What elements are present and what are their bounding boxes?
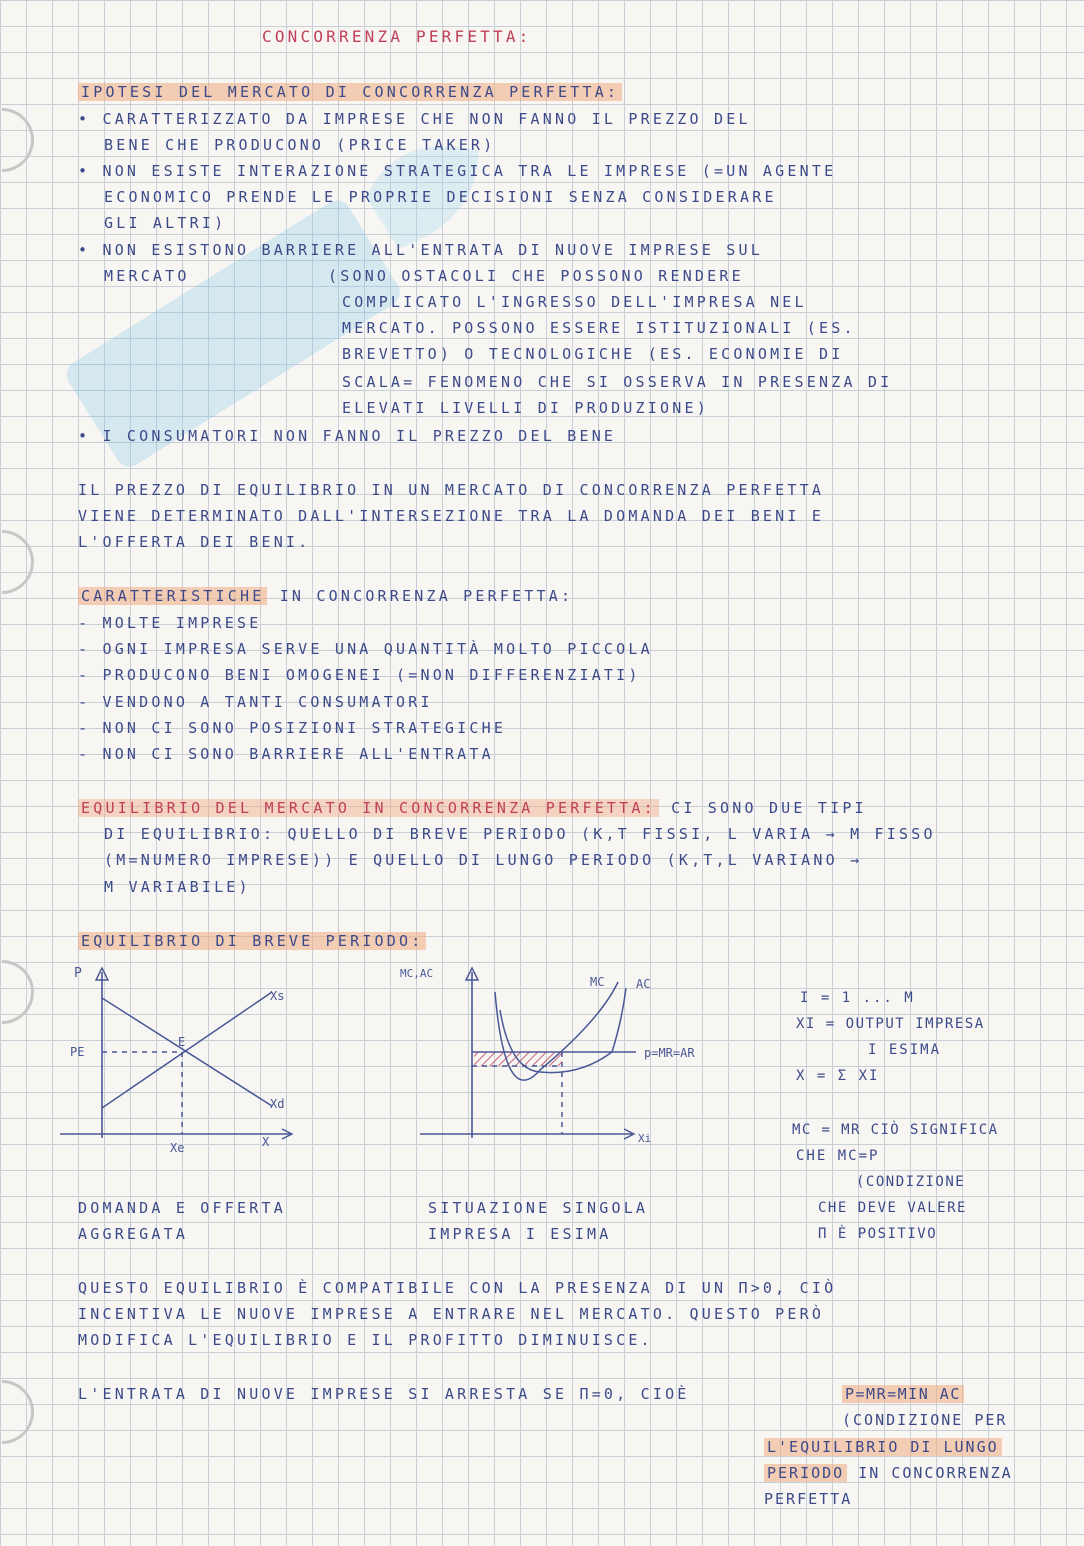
binder-hole [0,95,47,186]
text-line: (M=NUMERO IMPRESE)) E QUELLO DI LUNGO PERIODO (K,T,L VARIANO → [104,851,863,869]
binder-hole [0,947,47,1038]
binder-hole [0,1367,47,1458]
equilibrium-point-label: E [178,1035,186,1049]
side-note: (CONDIZIONE [856,1174,966,1190]
side-note: CHE MC=P [796,1148,880,1164]
text-line: BREVETTO) O TECNOLOGICHE (ES. ECONOMIE DI [342,345,844,363]
graph2-caption: IMPRESA I ESIMA [428,1225,612,1243]
text-line: QUESTO EQUILIBRIO È COMPATIBILE CON LA PRESENZA DI UN Π>0, CIÒ [78,1279,837,1297]
section-heading-caratteristiche: CARATTERISTICHE IN CONCORRENZA PERFETTA: [78,586,573,606]
supply-label: Xs [270,989,285,1003]
graph1-caption: DOMANDA E OFFERTA [78,1199,286,1217]
y-axis-label: MC,AC [400,967,434,980]
condition-note: PERIODO IN CONCORRENZA [764,1463,1013,1483]
text-line: (SONO OSTACOLI CHE POSSONO RENDERE [328,267,744,285]
section-heading-ipotesi: IPOTESI DEL MERCATO DI CONCORRENZA PERFETTA: [78,82,622,102]
list-item: - NON CI SONO BARRIERE ALL'ENTRATA [78,745,494,763]
text-line: MODIFICA L'EQUILIBRIO E IL PROFITTO DIMINUISCE. [78,1331,653,1349]
formula-long-run: P=MR=MIN AC [842,1384,964,1404]
y-axis-label: P [74,966,82,981]
text-line: IL PREZZO DI EQUILIBRIO IN UN MERCATO DI CONCORRENZA PERFETTA [78,481,825,499]
text-line: ELEVATI LIVELLI DI PRODUZIONE) [342,399,709,417]
firm-cost-graph [400,960,770,1160]
list-item: - OGNI IMPRESA SERVE UNA QUANTITÀ MOLTO PICCOLA [78,640,653,658]
x-axis-label: Xi [638,1132,652,1145]
section-heading-breve-periodo: EQUILIBRIO DI BREVE PERIODO: [78,931,426,951]
text-line: L'OFFERTA DEI BENI. [78,533,311,551]
list-item: - VENDONO A TANTI CONSUMATORI [78,693,433,711]
text-line: BENE CHE PRODUCONO (PRICE TAKER) [104,136,496,154]
side-note: Π È POSITIVO [818,1226,938,1242]
text-line: COMPLICATO L'INGRESSO DELL'IMPRESA NEL [342,293,807,311]
text-line: • I CONSUMATORI NON FANNO IL PREZZO DEL BENE [78,427,617,445]
mc-curve-label: MC [590,975,605,989]
list-item: - MOLTE IMPRESE [78,614,262,632]
text-line: • CARATTERIZZATO DA IMPRESE CHE NON FANNO IL PREZZO DEL [78,110,751,128]
text-line: • NON ESISTONO BARRIERE ALL'ENTRATA DI NUOVE IMPRESE SUL [78,241,763,259]
side-note: X = Σ XI [796,1068,880,1084]
condition-note: L'EQUILIBRIO DI LUNGO [764,1437,1002,1457]
text-line: INCENTIVA LE NUOVE IMPRESE A ENTRARE NEL MERCATO. QUESTO PERÒ [78,1305,825,1323]
text-line: MERCATO [104,267,190,285]
side-note: I ESIMA [868,1042,942,1058]
condition-note: (CONDIZIONE PER [842,1411,1008,1429]
text-line: SCALA= FENOMENO CHE SI OSSERVA IN PRESENZA DI [342,373,893,391]
text-line: ECONOMICO PRENDE LE PROPRIE DECISIONI SENZA CONSIDERARE [104,188,777,206]
text-line: VIENE DETERMINATO DALL'INTERSEZIONE TRA LA DOMANDA DEI BENI E [78,507,825,525]
section-heading-equilibrio-mercato: EQUILIBRIO DEL MERCATO IN CONCORRENZA PERFETTA: CI SONO DUE TIPI [78,798,867,818]
x-axis-label: X [262,1135,270,1149]
list-item: - PRODUCONO BENI OMOGENEI (=NON DIFFERENZIATI) [78,666,641,684]
equilibrium-quantity-label: Xe [170,1141,185,1155]
text-line: • NON ESISTE INTERAZIONE STRATEGICA TRA LE IMPRESE (=UN AGENTE [78,162,837,180]
text-line: GLI ALTRI) [104,214,227,232]
side-note: I = 1 ... M [800,990,915,1006]
equilibrium-price-label: PE [70,1045,85,1059]
ac-curve-label: AC [636,977,651,991]
side-note: CHE DEVE VALERE [818,1200,967,1216]
graph1-caption: AGGREGATA [78,1225,189,1243]
side-note: XI = OUTPUT IMPRESA [796,1016,985,1032]
text-line: L'ENTRATA DI NUOVE IMPRESE SI ARRESTA SE Π=0, CIOÈ [78,1385,690,1403]
demand-label: Xd [270,1097,285,1111]
text-line: MERCATO. POSSONO ESSERE ISTITUZIONALI (ES. [342,319,856,337]
condition-note: PERFETTA [764,1490,853,1508]
text-line: M VARIABILE) [104,878,251,896]
list-item: - NON CI SONO POSIZIONI STRATEGICHE [78,719,507,737]
page-title: CONCORRENZA PERFETTA: [262,27,532,46]
binder-hole [0,517,47,608]
text-line: DI EQUILIBRIO: QUELLO DI BREVE PERIODO (K,T FISSI, L VARIA → M FISSO [104,825,936,843]
price-line-label: p=MR=AR [644,1046,695,1060]
side-note: MC = MR CIÒ SIGNIFICA [792,1122,999,1138]
graph2-caption: SITUAZIONE SINGOLA [428,1199,649,1217]
aggregate-market-graph [60,960,300,1160]
